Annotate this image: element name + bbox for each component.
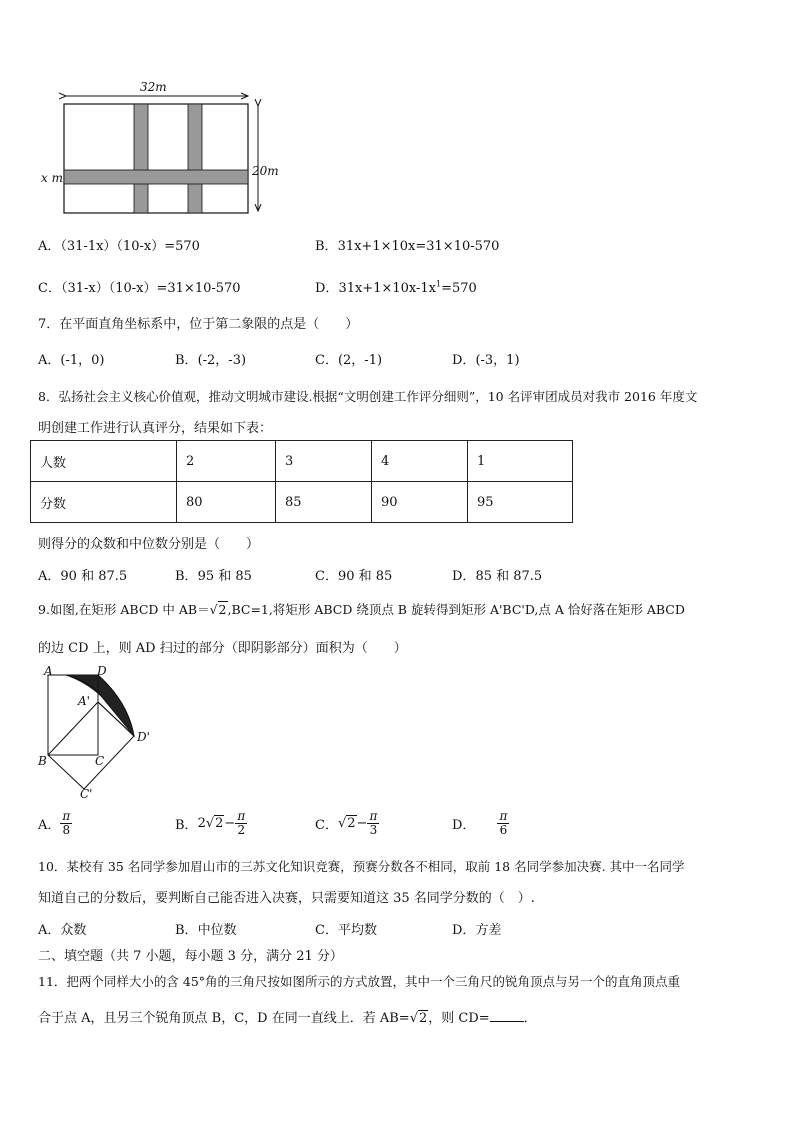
q11-stem-line2: 合于点 A，且另三个锐角顶点 B，C，D 在同一直线上．若 AB=√2，则 CD= ． — [38, 1011, 537, 1026]
q6-option-a[interactable]: A．（31-1x）（10-x）=570 — [38, 239, 200, 254]
width-label: 32m — [140, 80, 167, 94]
label-d-prime: D' — [137, 730, 150, 744]
q10-option-d[interactable]: D．方差 — [452, 923, 502, 938]
fraction: $\frac{\pi}{2}$ — [237, 809, 246, 837]
table-cell: 3 — [276, 441, 372, 482]
q6-option-d[interactable]: D．$31x+1\times 10x-1x^1=570$ — [315, 279, 477, 296]
road-width-label: x m — [41, 171, 63, 185]
q10-stem-line2: 知道自己的分数后，要判断自己能否进入决赛，只需要知道这 35 名同学分数的（ ）. — [38, 891, 535, 906]
vertical-road-1 — [134, 104, 148, 213]
table-cell: 4 — [372, 441, 468, 482]
road-rectangle-figure — [36, 76, 286, 220]
fraction: $\frac{\pi}{8}$ — [62, 809, 71, 837]
fraction: $\frac{\pi}{6}$ — [499, 809, 508, 837]
table-cell: 80 — [177, 482, 276, 523]
q10-option-b[interactable]: B．中位数 — [175, 923, 237, 938]
score-table — [30, 440, 573, 523]
table-cell: 1 — [468, 441, 573, 482]
q8-option-d[interactable]: D．85 和 87.5 — [452, 569, 543, 584]
q9-stem-line2: 的边 CD 上，则 AD 扫过的部分（即阴影部分）面积为（ ） — [38, 641, 407, 656]
q9-option-a[interactable]: A． $\frac{\pi}{8}$ — [38, 809, 71, 837]
field-rectangle — [64, 104, 248, 213]
table-header-cell: 人数 — [31, 441, 177, 482]
sqrt-symbol: √2 — [205, 816, 224, 831]
fraction: $\frac{\pi}{3}$ — [369, 809, 378, 837]
q7-stem: 7．在平面直角坐标系中，位于第二象限的点是（ ） — [38, 317, 359, 332]
sqrt-symbol: √2 — [409, 1011, 428, 1026]
q6-option-c[interactable]: C．（31-x）（10-x）=31×10-570 — [38, 281, 241, 296]
q9-option-d[interactable]: D． $\frac{\pi}{6}$ — [452, 809, 508, 837]
section-title: 二、填空题（共 7 小题，每小题 3 分，满分 21 分） — [38, 949, 343, 964]
q8-question: 则得分的众数和中位数分别是（ ） — [38, 537, 260, 552]
q9-stem-line1: 9.如图,在矩形 ABCD 中 AB＝√2,BC=1,将矩形 ABCD 绕顶点 B 旋转得到矩形 A'BC'D,点 A 恰好落在矩形 ABCD — [38, 602, 685, 617]
q9-option-b[interactable]: B．2√2− $\frac{\pi}{2}$ — [175, 809, 246, 837]
label-a: A — [44, 664, 53, 678]
label-c-prime: C' — [80, 787, 93, 801]
table-row — [31, 482, 573, 523]
sqrt-symbol: √2 — [209, 602, 227, 617]
q7-option-c[interactable]: C．(2，-1) — [315, 353, 383, 368]
q7-option-d[interactable]: D．(-3，1) — [452, 353, 520, 368]
label-c: C — [95, 754, 105, 768]
label-b: B — [38, 754, 47, 768]
table-cell: 95 — [468, 482, 573, 523]
q9-option-c[interactable]: C．√2− $\frac{\pi}{3}$ — [315, 809, 378, 837]
q8-option-c[interactable]: C．90 和 85 — [315, 569, 393, 584]
table-header-cell: 分数 — [31, 482, 177, 523]
q10-stem-line1: 10．某校有 35 名同学参加眉山市的三苏文化知识竞赛，预赛分数各不相同，取前 18 名同学参加决赛. 其中一名同学 — [38, 859, 685, 874]
height-label: 20m — [252, 164, 279, 178]
q10-option-a[interactable]: A．众数 — [38, 923, 87, 938]
label-a-prime: A' — [78, 694, 90, 708]
q8-option-a[interactable]: A．90 和 87.5 — [38, 569, 128, 584]
q7-option-a[interactable]: A．(-1，0) — [38, 353, 105, 368]
vertical-road-2 — [188, 104, 202, 213]
table-row — [31, 441, 573, 482]
q6-option-b[interactable]: B．31x+1×10x=31×10-570 — [315, 239, 500, 254]
sqrt-symbol: √2 — [337, 816, 356, 831]
q11-stem-line1: 11．把两个同样大小的含 45°角的三角尺按如图所示的方式放置，其中一个三角尺的锐角顶点与另一个的直角顶点重 — [38, 974, 681, 989]
q10-option-c[interactable]: C．平均数 — [315, 923, 377, 938]
q7-option-b[interactable]: B．(-2，-3) — [175, 353, 247, 368]
answer-blank[interactable] — [490, 1009, 524, 1022]
horizontal-road — [64, 170, 248, 184]
q8-stem-line1: 8．弘扬社会主义核心价值观，推动文明城市建设.根据“文明创建工作评分细则”，10 名评审团成员对我市 2016 年度文 — [38, 389, 698, 404]
table-cell: 90 — [372, 482, 468, 523]
q8-option-b[interactable]: B．95 和 85 — [175, 569, 252, 584]
table-cell: 2 — [177, 441, 276, 482]
label-d: D — [97, 664, 107, 678]
q8-stem-line2: 明创建工作进行认真评分，结果如下表： — [38, 421, 273, 436]
table-cell: 85 — [276, 482, 372, 523]
